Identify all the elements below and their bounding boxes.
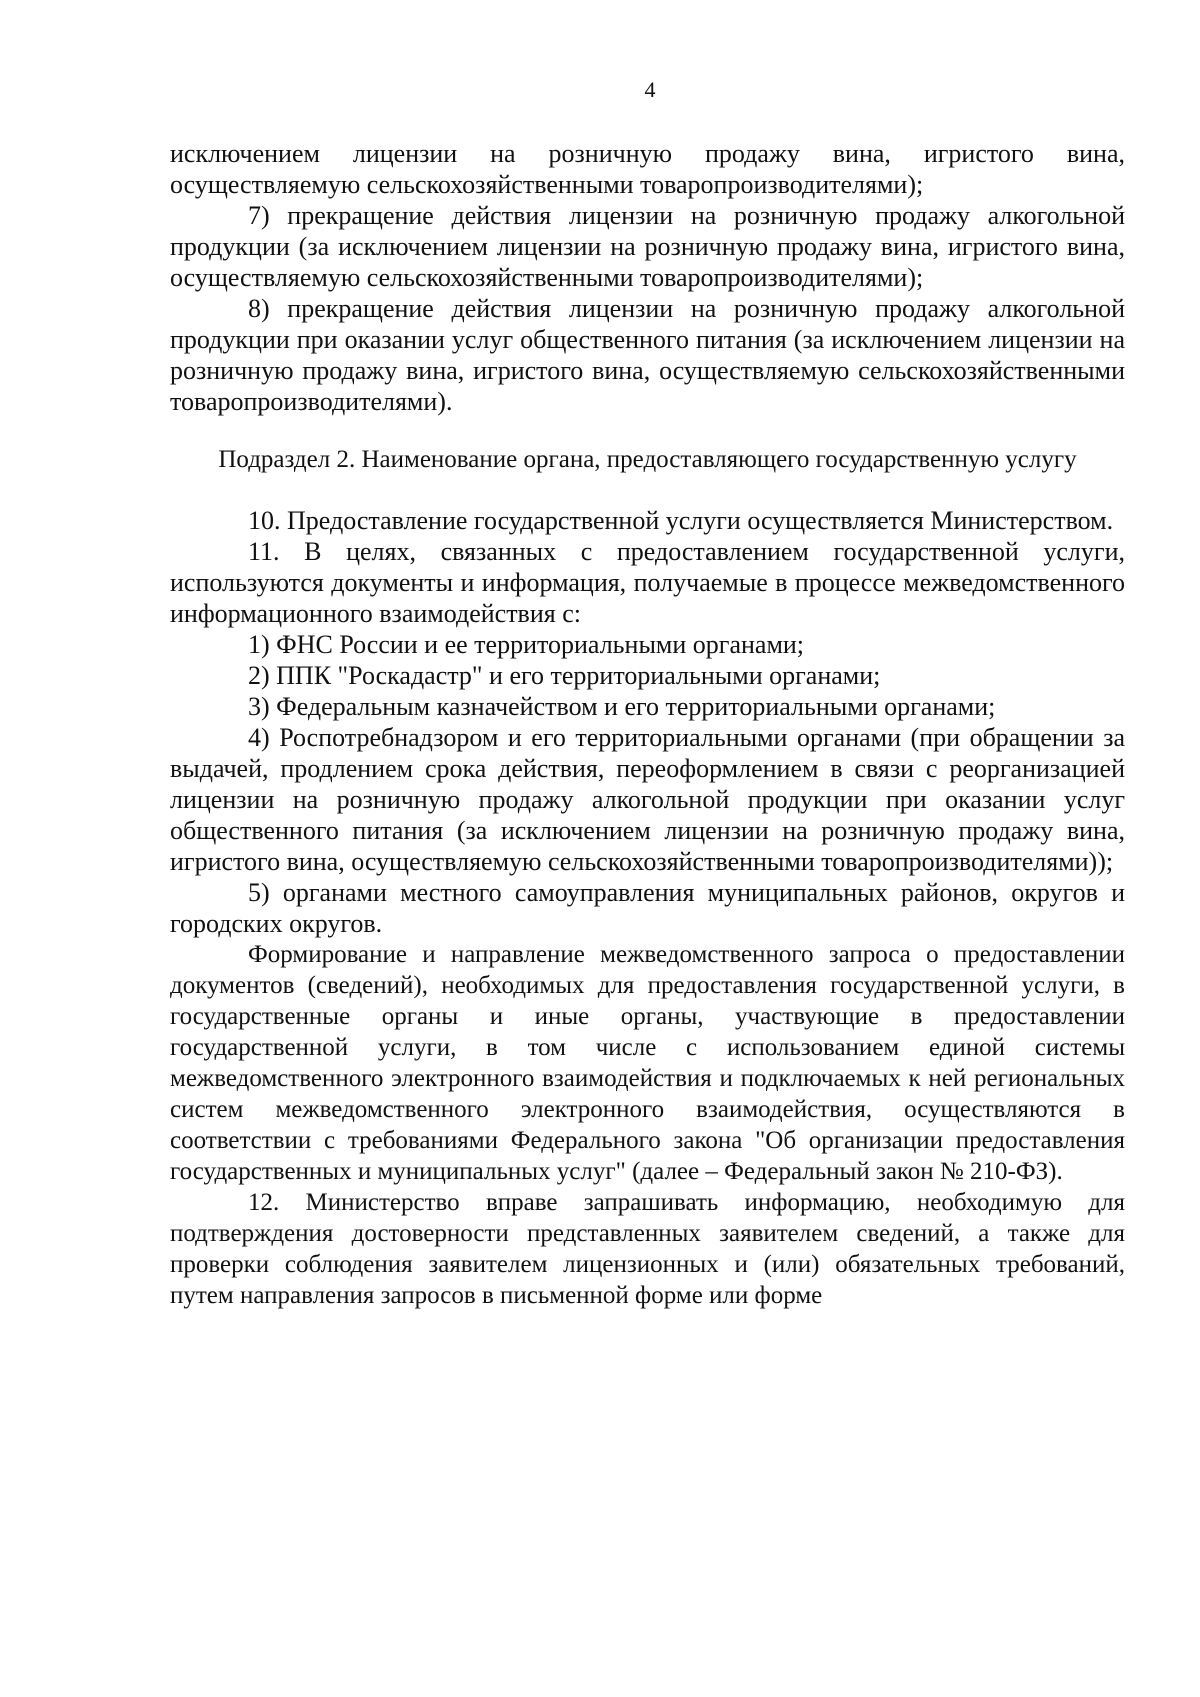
list-item-2: 2) ППК "Роскадастр" и его территориальными органами;	[248, 661, 881, 690]
paragraph-10: 10. Предоставление государственной услуги осуществляется Министерством.	[248, 506, 1114, 535]
list-item-5: 5) органами местного самоуправления муниципальных районов, округов и городских округов.	[170, 878, 1125, 938]
paragraph-continuation: исключением лицензии на розничную продажу вина, игристого вина, осуществляемую сельскохозяйственными товаропроизводителями);	[170, 139, 1125, 199]
list-item-8: 8) прекращение действия лицензии на розничную продажу алкогольной продукции при оказании услуг общественного питания (за исключением лицензии на розничную продажу вина, игристого вина, осуществляемую сельскохозяйственными товаропроизводителями).	[170, 294, 1125, 416]
subsection-heading: Подраздел 2. Наименование органа, предоставляющего государственную услугу	[218, 446, 1077, 473]
list-item-3: 3) Федеральным казначейством и его территориальными органами;	[248, 692, 996, 721]
list-item-1: 1) ФНС России и ее территориальными органами;	[248, 630, 805, 659]
document-body	[170, 138, 1125, 1311]
list-item-4: 4) Роспотребнадзором и его территориальными органами (при обращении за выдачей, продлением срока действия, переоформлением в связи с реорганизацией лицензии на розничную продажу алкогольной продукции при оказании услуг общественного питания (за исключением лицензии на розничную продажу вина, игристого вина, осуществляемую сельскохозяйственными товаропроизводителями));	[170, 723, 1125, 876]
paragraph-interagency-request: Формирование и направление межведомственного запроса о предоставлении документов (сведений), необходимых для предоставления государственной услуги, в государственные органы и иные органы, участвующие в предоставлении государственной услуги, в том числе с использованием единой системы межведомственного электронного взаимодействия и подключаемых к ней региональных систем межведомственного электронного взаимодействия, осуществляются в соответствии с требованиями Федерального закона "Об организации предоставления государственных и муниципальных услуг" (далее – Федеральный закон № 210-ФЗ).	[170, 941, 1125, 1185]
page-number: 4	[644, 77, 656, 102]
list-item-7: 7) прекращение действия лицензии на розничную продажу алкогольной продукции (за исключением лицензии на розничную продажу вина, игристого вина, осуществляемую сельскохозяйственными товаропроизводителями);	[170, 201, 1125, 292]
paragraph-12: 12. Министерство вправе запрашивать информацию, необходимую для подтверждения достоверности представленных заявителем сведений, а также для проверки соблюдения заявителем лицензионных и (или) обязательных требований, путем направления запросов в письменной форме или форме	[170, 1189, 1125, 1309]
paragraph-11: 11. В целях, связанных с предоставлением государственной услуги, используются документы и информация, получаемые в процессе межведомственного информационного взаимодействия с:	[170, 537, 1125, 628]
